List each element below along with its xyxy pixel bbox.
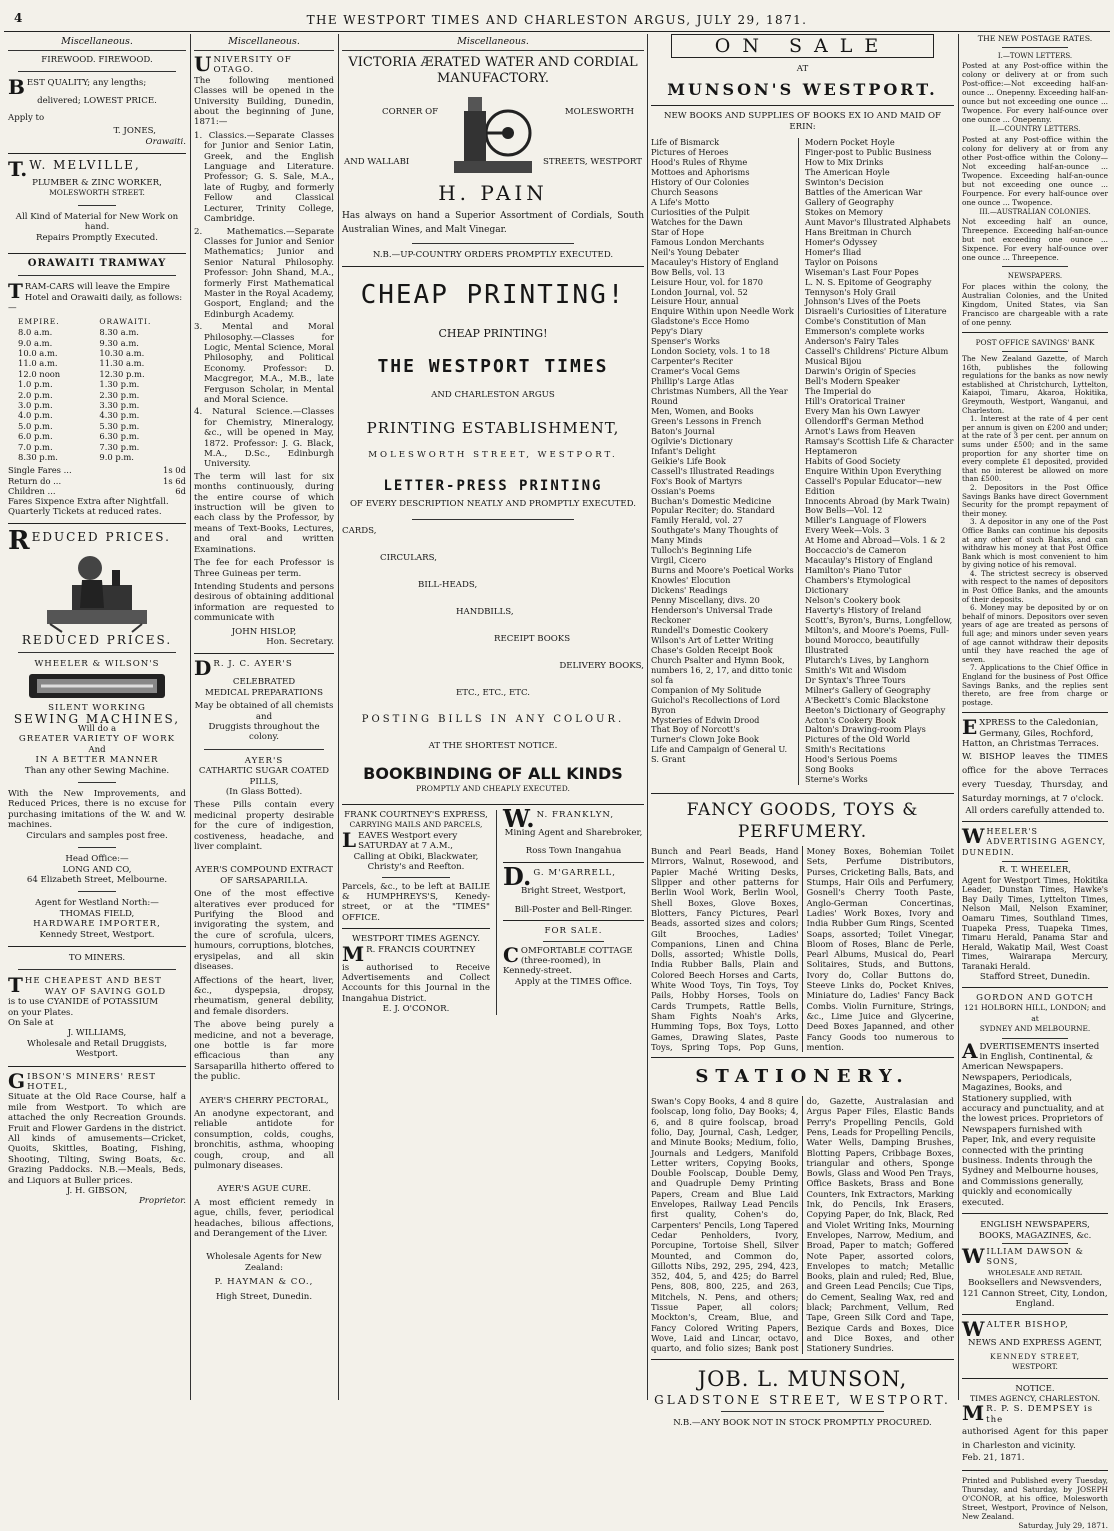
book-item: Cramer's Vocal Gems <box>651 366 740 377</box>
book-item: That Boy of Norcott's <box>651 724 740 735</box>
timetable-cell: 8.0 a.m. <box>18 327 53 338</box>
book-item: Ogilvie's Dictionary <box>651 435 733 446</box>
savings-rule: 3. A depositor in any one of the Post Office Banks can continue his deposits at any other of such Banks, and can withdraw his money at that Post Office Bank which is most convenient to him by giving notice of his removal. <box>962 517 1108 570</box>
timetable-cell: 6.0 p.m. <box>18 431 53 442</box>
book-item: Christmas Numbers, All the Year Round <box>651 386 788 406</box>
column-heading: Miscellaneous. <box>8 34 186 51</box>
book-item: Nelson's Cookery book <box>805 595 901 606</box>
savings-heading: POST OFFICE SAVINGS' BANK <box>975 337 1095 347</box>
job-munson: JOB. L. MUNSON, <box>697 1366 908 1391</box>
book-item: Dickens' Readings <box>651 585 728 596</box>
fare-label: Return do ... <box>8 475 62 486</box>
timetable-cell: 12.0 noon <box>18 368 61 379</box>
letterpress-heading: LETTER-PRESS PRINTING <box>383 477 603 494</box>
book-item: Guichol's Recollections of Lord Byron <box>651 694 781 715</box>
column-heading: Miscellaneous. <box>342 34 644 51</box>
firewood-heading: FIREWOOD. FIREWOOD. <box>41 55 153 65</box>
fare-row <box>8 476 186 486</box>
book-item: Southgate's Many Thoughts of Many Minds <box>651 525 778 546</box>
timetable-row <box>8 400 186 410</box>
timetable-cell: 2.0 p.m. <box>18 389 53 400</box>
book-item: Rundell's Domestic Cookery <box>651 624 768 635</box>
book-item: Bow Bells—Vol. 12 <box>805 505 883 516</box>
book-item: Every Man his Own Lawyer <box>805 405 920 416</box>
fares-table <box>8 465 186 496</box>
book-item: London Society, vols. 1 to 18 <box>651 346 770 357</box>
fare-row <box>8 486 186 496</box>
advertiser-name: W. MELVILLE, <box>29 158 141 173</box>
book-item: Men, Women, and Books <box>651 405 754 416</box>
firewood-text: EST QUALITY; any lengths; <box>26 78 147 89</box>
timetable-row <box>8 379 186 389</box>
savings-rule: 1. Interest at the rate of 4 per cent per annum is given on £200 and under; at the rate of 3 per cent. per annum on sums under £500; and in the same proportion for any shorter time on every complete £1 deposited, provided that no interest be allowed on more than £500. <box>962 414 1108 484</box>
stationery-heading: STATIONERY. <box>695 1066 910 1088</box>
book-item: Infant's Delight <box>651 445 716 456</box>
book-item: Dr Syntax's Three Tours <box>805 674 906 685</box>
book-item: Fox's Book of Martyrs <box>651 475 743 486</box>
book-item: Pepy's Diary <box>651 326 703 337</box>
imprint-date: Saturday, July 29, 1871. <box>1018 1520 1108 1530</box>
printing-item: CARDS, <box>342 526 377 537</box>
book-item: Combe's Constitution of Man <box>805 316 927 327</box>
book-item: Bell's Modern Speaker <box>805 376 900 387</box>
timetable-row <box>8 348 186 358</box>
book-item: Ramsay's Scottish Life & Character <box>805 435 954 446</box>
book-list-right <box>805 138 954 785</box>
book-item: Gallery of Geography <box>805 196 894 207</box>
column-2: Miscellaneous. UNIVERSITY OF OTAGO. The following mentioned Classes will be opened in the University Building, Dunedin, about the beginning of June, 1871:— 1. Classics.—Separate Classes for Junior and Senior Latin, Greek, and the English Language and Literature. Professor; G. S. Sale, M.A., late of Rugby, and formerly Fellow and Classical Lecturer, Trinity College, Cambridge. 2. Mathematics.—Separate Classes for Junior and Senior Mathematics; Junior and Senior Natural Philosophy. Professor: John Shand, M.A., formerly First Mathematical Master in the Royal Academy, Gosport, England; and the Edinburgh Academy. 3. Mental and Moral Philosophy.—Classes for Logic, Mental Science, Moral Philosophy, and Political Economy. Professor: D. Macgregor, M.A., M.B., late Ferguson Scholar, in Mental and Moral Science. 4. Natural Science.—Classes for Chemistry, Mineralogy, &c., will be opened in May, 1872. Professor: J. G. Black, M.A., D.Sc., Edinburgh University. The term will last for six months continuously, during the entire course of which instruction will be given to each class by the Professor, by means of Text-Books, Lectures, and oral and written Examinations. The fee for each Professor is Three Guineas per term. Intending Students and persons desirous of obtaining additional information are requested to communicate with JOHN HISLOP, Hon. Secretary. D R. J. C. AYER'S CELEBRATED MEDICAL PREPARATIONS May be obtained of all chemists and Druggists throughout the colony. AYER'S CATHARTIC SUGAR COATED PILLS, (In Glass Botted). These Pills contain every medicinal property desirable for the cure of indigestion, costiveness, headache, and liver complaint. AYER'S COMPOUND EXTRACT OF SARSAPARILLA. One of the most effective alteratives ever produced for Purifying the Blood and invigorating the system, and the cure of scrofula, ulcers, humours, corruptions, blotches, erysipelas, and all skin diseases. Affections of the heart, liver, &c., dyspepsia, dropsy, rheumatism, general debility, and female disorders. The above being purely a medicine, and not a beverage, one bottle is far more efficacious than any Sarsaparilla hitherto offered to the public. AYER'S CHERRY PECTORAL, An anodyne expectorant, and reliable antidote for consumption, colds, coughs, bronchitis, asthma, whooping cough, croup, and all pulmonary diseases. AYER'S AGUE CURE. A most efficient remedy in ague, chills, fever, periodical headaches, bilious affections, and Derangement of the Liver. Wholesale Agents for New Zealand: P. HAYMAN & CO., High Street, Dunedin. <box>194 36 334 1302</box>
timetable-cell: 10.0 a.m. <box>18 347 58 358</box>
tramway-heading: ORAWAITI TRAMWAY <box>27 258 167 270</box>
timetable-cell: 3.0 p.m. <box>18 399 53 410</box>
book-item: History of Our Colonies <box>651 177 750 188</box>
timetable-row <box>8 369 186 379</box>
book-item: Neil's Young Debater <box>651 246 739 257</box>
class-item: 1. Classics.—Separate Classes for Junior and Senior Latin, Greek, and the English Language and Literature. Professor; G. S. Sale, M.A., late of Rugby, and formerly Fellow and Classical Lecturer, Trinity College, Cambridge. <box>194 130 334 225</box>
book-item: Miller's Language of Flowers <box>805 515 927 526</box>
book-item: Watches for the Dawn <box>651 216 743 227</box>
printing-item: BILL-HEADS, <box>418 580 478 591</box>
book-item: Burns and Moore's Poetical Works <box>651 565 794 576</box>
book-item: Homer's Odyssey <box>805 236 878 247</box>
book-item: Popular Reciter; do. Standard <box>651 505 775 516</box>
postage-heading: THE NEW POSTAGE RATES. <box>977 34 1093 43</box>
timetable-row <box>8 390 186 400</box>
book-item: Musical Bijou <box>805 356 862 367</box>
page-header <box>4 6 1110 32</box>
book-item: Gladstone's Ecce Homo <box>651 316 750 327</box>
book-item: Hans Breitman in Church <box>805 226 912 237</box>
book-item: London Journal, vol. 52 <box>651 286 748 297</box>
book-item: Knowles' Elocution <box>651 575 731 586</box>
otago-heading: NIVERSITY OF OTAGO. <box>213 55 292 76</box>
book-item: Finger-post to Public Business <box>805 147 932 158</box>
book-item: Carpenter's Reciter <box>651 356 733 367</box>
timetable-cell: 4.30 p.m. <box>99 410 140 421</box>
savings-rule: 7. Applications to the Chief Office in England for the business of Post Office Savings Banks, and the replies sent thereto, are free from charge or postage. <box>962 663 1108 707</box>
column-1: Miscellaneous. FIREWOOD. FIREWOOD. BEST QUALITY; any lengths; delivered; LOWEST PRICE. Apply to T. JONES, Orawaiti. T. W. MELVILLE, PLUMBER & ZINC WORKER, MOLESWORTH STREET. All Kind of Material for New Work on hand. Repairs Promptly Executed. ORAWAITI TRAMWAY TRAM-CARS will leave the Empire Hotel and Orawaiti daily, as follows:— EMPIRE. ORAWAITI. 8.0 a.m. 8.30 a.m. 9.0 a.m. 9.30 a.m. 10.0 a.m. 10.30 a.m. 11.0 a.m. 11.30 a.m. 12.0 noon 12.30 p.m. 1.0 p.m. 1.30 p.m. 2.0 p.m. 2.30 p.m. 3.0 p.m. 3.30 p.m. 4.0 p.m. 4.30 p.m. 5.0 p.m. 5.30 p.m. 6.0 p.m. 6.30 p.m. 7.0 p.m. 7.30 p.m. 8.30 p.m. 9.0 p.m. Single Fares ... 1s 0d Return do ... 1s 6d Children ... 6d Fares Sixpence Extra after Nightfall. Quarterly Tickets at reduced rates. REDUCED PRICES. REDUCED PRICES. WHEELER & WILSON'S SILENT WORKING SEWING MACHINES, Will do a GREATER VARIETY OF WORK And IN A BETTER MANNER Than any other Sewing Machine. With the New Improvements, and Reduced Prices, there is no excuse for purchasing imitations of the W. and W. machines. Circulars and samples post free. Head Office:— LONG AND CO, 64 Elizabeth Street, Melbourne. Agent for Westland North:— THOMAS FIELD, HARDWARE IMPORTER, Kennedy Street, Westport. TO MINERS. THE CHEAPEST AND BEST WAY OF SAVING GOLD is to use CYANIDE of POTASSIUM on your Plates. On Sale at J. WILLIAMS, Wholesale and Retail Druggists, Westport. GIBSON'S MINERS' REST HOTEL, Situate at the Old Race Course, half a mile from Westport. To which are attached the only Recreation Grounds. Fruit and Flower Gardens in the district. All kinds of amusements—Cricket, Quoits, Skittles, Boating, Fishing, Shooting, Tilting, Swing Boats, &c. Grazing Paddocks. N.B.—Meals, Beds, and Liquors at Buller prices. J. H. GIBSON, Proprietor. <box>8 36 186 1207</box>
book-item: Chambers's Etymological Dictionary <box>805 575 911 596</box>
book-item: Smith's Recitations <box>805 744 886 755</box>
book-item: The Imperial do <box>805 386 872 397</box>
book-item: Curiosities of the Pulpit <box>651 206 750 217</box>
book-item: Battles of the American War <box>805 186 923 197</box>
timetable-cell: 8.30 a.m. <box>99 327 139 338</box>
book-item: Macaulay's History of England <box>805 555 933 566</box>
timetable-row <box>8 431 186 441</box>
timetable-cell: 4.0 p.m. <box>18 410 53 421</box>
book-item: A Life's Motto <box>651 196 710 207</box>
book-item: Bow Bells, vol. 13 <box>651 266 725 277</box>
book-item: Mottoes and Aphorisms <box>651 167 750 178</box>
timetable-cell: 9.0 a.m. <box>18 337 53 348</box>
on-sale-heading: ON SALE <box>671 34 934 58</box>
timetable-cell: 9.0 p.m. <box>99 451 134 462</box>
book-item: Cassell's Popular Educator—new Edition <box>805 475 942 496</box>
reduced-prices-heading: EDUCED PRICES. <box>31 530 171 545</box>
fancy-goods-heading: FANCY GOODS, TOYS & PERFUMERY. <box>686 800 919 843</box>
book-item: Emmerson's complete works <box>805 326 925 337</box>
timetable-cell: 8.30 p.m. <box>18 451 58 462</box>
book-item: Mysteries of Edwin Drood <box>651 714 760 725</box>
book-item: Pictures of Heroes <box>651 147 729 158</box>
banner-illustration <box>27 672 167 700</box>
book-item: Leisure Hour, vol. for 1870 <box>651 276 763 287</box>
book-item: Habits of Good Society <box>805 455 901 466</box>
timetable-cell: 5.30 p.m. <box>99 420 140 431</box>
book-item: Homer's Iliad <box>805 246 862 257</box>
column-4: ON SALE AT MUNSON'S WESTPORT. NEW BOOKS AND SUPPLIES OF BOOKS EX IO AND MAID OF ERIN: Life of Bismarck Pictures of Heroes Hood's Rules of Rhyme Mottoes and Aphorisms History of Our Colonies Church Seasons A Life's Motto Curiosities of the Pulpit Watches for the Dawn Star of Hope Famous London Merchants Neil's Young Debater Macauley's History of England Bow Bells, vol. 13 Leisure Hour, vol. for 1870 London Journal, vol. 52 Leisure Hour, annual Enquire Within upon Needle Work Gladstone's Ecce Homo Pepy's Diary Spenser's Works London Society, vols. 1 to 18 Carpenter's Reciter Cramer's Vocal Gems Phillip's Large Atlas Christmas Numbers, All the Year Round Men, Women, and Books Green's Lessons in French Baton's Journal Ogilvie's Dictionary Infant's Delight Geikie's Life Book Cassell's Illustrated Readings Fox's Book of Martyrs Ossian's Poems Buchan's Domestic Medicine Popular Reciter; do. Standard Family Herald, vol. 27 Southgate's Many Thoughts of Many Minds Tulloch's Beginning Life Virgil, Cicero Burns and Moore's Poetical Works Knowles' Elocution Dickens' Readings Penny Miscellany, divs. 20 Henderson's Universal Trade Reckoner Rundell's Domestic Cookery Wilson's Art of Letter Writing Chase's Golden Receipt Book Church Psalter and Hymn Book, numbers 16, 2, 17, and ditto tonic sol fa Companion of My Solitude Guichol's Recollections of Lord Byron Mysteries of Edwin Drood That Boy of Norcott's Turner's Clown Joke Book Life and Campaign of General U. S. Grant Modern Pocket Hoyle Finger-post to Public Business How to Mix Drinks The American Hoyle Swinton's Decision Battles of the American War Gallery of Geography Stokes on Memory Aunt Mavor's Illustrated Alphabets Hans Breitman in Church Homer's Odyssey Homer's Iliad Taylor on Poisons Wiseman's Last Four Popes L. N. S. Epitome of Geography Tennyson's Holy Grail Johnson's Lives of the Poets Disraeli's Curiosities of Literature Combe's Constitution of Man Emmerson's complete works Anderson's Fairy Tales Cassell's Childrens' Picture Album Musical Bijou Darwin's Origin of Species Bell's Modern Speaker The Imperial do Hill's Oratorical Trainer Every Man his Own Lawyer Ollendorff's German Method Arnot's Laws from Heaven Ramsay's Scottish Life & Character Heptameron Habits of Good Society Enquire Within Upon Everything Cassell's Popular Educator—new Edition Innocents Abroad (by Mark Twain) Bow Bells—Vol. 12 Miller's Language of Flowers Every Week—Vols. 3 At Home and Abroad—Vols. 1 & 2 Boccaccio's de Cameron Macaulay's History of England Hamilton's Piano Tutor Chambers's Etymological Dictionary Nelson's Cookery book Haverty's History of Ireland Scott's, Byron's, Burns, Longfellow, Milton's, and Moore's Poems, Full-bound Morocco, beautifully Illustrated Plutarch's Lives, by Langhorn Smith's Wit and Wisdom Dr Syntax's Three Tours Milner's Gallery of Geography A'Beckett's Comic Blackstone Beeton's Dictionary of Geography Acton's Cookery Book Dalton's Drawing-room Plays Pictures of the Old World Smith's Recitations Hood's Serious Poems Song Books Sterne's Works FANCY GOODS, TOYS & PERFUMERY. Bunch and Pearl Beads, Hand Mirrors, Walnut, Rosewood, and Papier Maché Writing Desks, Slipper and other patterns for Berlin Wool Work, Berlin Wool, Shell Boxes, Glove Boxes, Blotters, Fancy Pictures, Pearl Beads, assorted sizes and colors; Gilt Brooches, Ladies' Companions, Linen and China Dolls, assorted; Whistle Dolls, India Rubber Balls, Plain and Colored Beech Horses and Carts, White Wood Toys, Tin Toys, Toy Pails, Hobby Horses, Tools on Cards Trumpets, Rattle Bells, Sham Fights Noah's Arks, Humming Tops, Box Toys, Lotto Games, Drawing Slates, Paste Toys, Spring Tops, Pop Guns, Money Boxes, Bohemian Toilet Sets, Perfume Distributors, Purses, Cricketing Balls, Bats, and Stumps, Hair Oils and Perfumery, Gosnell's Cherry Tooth Paste, Anglo-German Concertinas, Ladies' Work Boxes, Ivory and India Rubber Gum Rings, Scented Soaps, assorted; Toilet Vinegar, Bloom of Roses, Blanc de Perle, Pearl Albums, Musical do, Pearl Solitaires, Studs, and Buttons, Ivory do, Collar Buttons do, Steeve Links do, Pocket Knives, Miniature do, Ladies' Fancy Back Combs. Violin Furniture, Strings, &c., Lime Juice and Glycerine, Deed Boxes Japanned, and other Fancy Goods too numerous to mention. STATIONERY. Swan's Copy Books, 4 and 8 quire foolscap, long folio, Day Books; 4, 6, and 8 quire foolscap, broad folio, Day, Journal, Cash, Ledger, and Minute Books; Medium, folio, Journals and Ledgers, Manifold Letter writers, Copying Books, Double Foolscap, Double Demy, and Quadruple Demy Printing Papers, Cream and Blue Laid Envelopes, Railway Lead Pencils first quality, Cohen's do, Carpenters' Pencils, Long Tapered Cedar Penholders, Ivory, Porcupine, Tortoise Shell, Silver Mounted, and Common do, Gillotts Nibs, 292, 295, 294, 423, 352, 404, 5, and 425; do Barrel Pens, 808, 800, 225, and 263, Mitchels, N. Pens, and others; Tissue Paper, all colors; Mockton's, Cream, Blue, and Fancy Colored Writing Papers, Wove, Laid and Lincar, octavo, quarto, and folio sizes; Bank post do, Gazette, Australasian and Argus Paper Files, Elastic Bands Perry's Propelling Pencils, Gold Pens, Leads for Propelling Pencils, Water Wells, Damping Brushes, Blotting Papers, Cribbage Boxes, triangular and others, Sponge Bowls, Glass and Wood Pen Trays, Office Baskets, Brass and Bone Counters, Ink Extractors, Marking Ink, do Pencils, Ink Erasers, Copying Paper, do Ink, Black, Red and Violet Writing Inks, Mourning Envelopes, Narrow, Medium, and Broad, Paper to match; Goffered Note Paper, assorted colors, Envelopes to match; Metallic Books, plain and ruled; Red, Blue, and Green Lead Pencils; Cue Tips, do Cement, Sealing Wax, red and black; Parchment, Vellum, Red Tape, Green Silk Cord and Tape, Bezique Cards and Boxes, Dice and Dice Boxes, and other Stationery Sundries. JOB. L. MUNSON, GLADSTONE STREET, WESTPORT. N.B.—ANY BOOK NOT IN STOCK PROMPTLY PROCURED. <box>651 35 954 1428</box>
book-item: Plutarch's Lives, by Langhorn <box>805 654 930 665</box>
book-item: A'Beckett's Comic Blackstone <box>805 694 929 705</box>
book-item: Hamilton's Piano Tutor <box>805 565 902 576</box>
timetable-cell: 6.30 p.m. <box>99 431 140 442</box>
book-item: Innocents Abroad (by Mark Twain) <box>805 495 950 506</box>
book-item: Cassell's Illustrated Readings <box>651 465 775 476</box>
book-item: Song Books <box>805 764 854 775</box>
book-item: Modern Pocket Hoyle <box>805 137 895 148</box>
class-item: 3. Mental and Moral Philosophy.—Classes for Logic, Mental Science, Moral Philosophy, and Political Economy. Professor: D. Macgregor, M.A., M.B., late Ferguson Scholar, in Mental and Moral Science. <box>194 322 334 405</box>
timetable-cell: 11.0 a.m. <box>18 358 58 369</box>
printing-item: RECEIPT BOOKS <box>494 634 571 645</box>
book-item: Pictures of the Old World <box>805 734 911 745</box>
printing-item: HANDBILLS, <box>456 607 514 618</box>
book-item: Church Seasons <box>651 186 719 197</box>
tramway-timetable: EMPIRE. ORAWAITI. 8.0 a.m. 8.30 a.m. 9.0 a.m. 9.30 a.m. 10.0 a.m. 10.30 a.m. 11.0 a.m. 11.30 a.m. 12.0 noon 12.30 p.m. 1.0 p.m. 1.30 p.m. 2.0 p.m. 2.30 p.m. 3.0 p.m. 3.30 p.m. 4.0 p.m. 4.30 p.m. 5.0 p.m. 5.30 p.m. 6.0 p.m. 6.30 p.m. 7.0 p.m. 7.30 p.m. 8.30 p.m. 9.0 p.m. <box>8 317 186 463</box>
book-item: Baton's Journal <box>651 425 715 436</box>
fare-label: Children ... <box>8 486 56 497</box>
book-item: Buchan's Domestic Medicine <box>651 495 772 506</box>
book-item: Acton's Cookery Book <box>805 714 896 725</box>
ayer-heading: R. J. C. AYER'S <box>213 659 293 670</box>
page-number: 4 <box>14 11 23 25</box>
class-item: 2. Mathematics.—Separate Classes for Junior and Senior Mathematics; Junior and Senior Natural Philosophy. Professor: John Shand, M.A., formerly First Mathematical Master in the Royal Academy, Gosport, England; and the Edinburgh Academy. <box>194 226 334 320</box>
book-item: Taylor on Poisons <box>805 256 878 267</box>
book-item: Hood's Serious Poems <box>805 754 898 765</box>
book-list-left <box>651 138 799 785</box>
timetable-row <box>8 358 186 368</box>
column-5: THE NEW POSTAGE RATES. I.—TOWN LETTERS. Posted at any Post-office within the colony or delivery at or from such Post-office:—Not exceeding half-an-ounce ... Onepenny. Exceeding half-an-ounce but not exceeding one ounce ... Twopence. For every half-ounce over one ounce ... Onepenny. II.—COUNTRY LETTERS. Posted at any Post-office within the colony for delivery at or from any other Post-office within the Colony— Not exceeding half-an-ounce ... Twopence. Exceeding half-an-ounce but not exceeding one ounce ... Fourpence. For every half-ounce over one ounce ... Twopence. III.—AUSTRALIAN COLONIES. Not exceeding half an ounce, Threepence. Exceeding half-an-ounce but not exceeding one ounce ... Sixpence. For every half-ounce over one ounce ... Threepence. NEWSPAPERS. For places within the colony, the Australian Colonies, and the United Kingdom, United States, via San Francisco are chargeable with a rate of one penny. POST OFFICE SAVINGS' BANK The New Zealand Gazette, of March 16th, publishes the following regulations for the banks as now newly established at Christchurch, Lyttelton, Kaiapoi, Timaru, Akaroa, Hokitika, Greymouth, Westport, Wanganui, and Charleston. 1. Interest at the rate of 4 per cent per annum is given on £200 and under; at the rate of 3 per cent. per annum on sums under £500; and in the same proportion for any shorter time on every complete £1 deposited, provided that no interest be allowed on more than £500. 2. Depositors in the Post Office Savings Banks have direct Government Security for the prompt repayment of their money. 3. A depositor in any one of the Post Office Banks can continue his deposits at any other of such Banks, and can withdraw his money at that Post Office Bank which is most convenient to him by giving notice of his removal. 4. The strictest secrecy is observed with respect to the names of depositors in Post Office Banks, and the amounts of their deposits. 6. Money may be deposited by or on behalf of minors. Depositors over seven years of age are treated as persons of full age; and minors under seven years of age cannot withdraw their deposits until they have reached the age of seven. 7. Applications to the Chief Office in England for the business of Post Office Savings Banks, and the replies sent thereto, are free from charge or postage. EXPRESS to the Caledonian, Germany, Giles, Rochford, Hatton, an Christmas Terraces. W. BISHOP leaves the TIMES office for the above Terraces every Tuesday, Thursday, and Saturday mornings, at 7 o'clock. All orders carefully attended to. WHEELER'S ADVERTISING AGENCY, DUNEDIN. R. T. WHEELER, Agent for Westport Times, Hokitika Leader, Dunstan Times, Hawke's Bay Daily Times, Lyttelton Times, Nelson Mail, Nelson Examiner, Oamaru Times, Southland Times, Tuapeka Press, Tuapeka Times, Timaru Herald, Panama Star and Herald, Wakatip Mail, West Coast Times, Wairarapa Mercury, Taranaki Herald. Stafford Street, Dunedin. GORDON AND GOTCH 121 HOLBORN HILL, LONDON; and at SYDNEY AND MELBOURNE. ADVERTISEMENTS inserted in English, Continental, & American Newspapers. Newspapers, Periodicals, Magazines, Books, and Stationery supplied, with accuracy and punctuality, and at the lowest prices. Proprietors of Newspapers furnished with Paper, Ink, and every requisite connected with the printing business. Indents through the Sydney and Melbourne houses, and Commissions generally, quickly and economically executed. ENGLISH NEWSPAPERS, BOOKS, MAGAZINES, &c. WILLIAM DAWSON & SONS, WHOLESALE AND RETAIL Booksellers and Newsvenders, 121 Cannon Street, City, London, England. WALTER BISHOP, NEWS AND EXPRESS AGENT, KENNEDY STREET, WESTPORT. NOTICE. TIMES AGENCY, CHARLESTON. M R. P. S. DEMPSEY is the authorised Agent for this paper in Charleston and vicinity. Feb. 21, 1871. Printed and Published every Tuesday, Thursday, and Saturday, by JOSEPH O'CONOR, at his office, Molesworth Street, Westport, Province of Nelson, New Zealand. Saturday, July 29, 1871. <box>962 34 1108 1530</box>
wheeler-wilson-heading: WHEELER & WILSON'S <box>34 658 160 669</box>
book-item: Every Week—Vols. 3 <box>805 525 890 536</box>
book-item: Penny Miscellany, divs. 20 <box>651 595 760 606</box>
book-item: Famous London Merchants <box>651 236 765 247</box>
book-item: Beeton's Dictionary of Geography <box>805 704 946 715</box>
book-item: Green's Lessons in French <box>651 415 762 426</box>
timetable-cell: 10.30 a.m. <box>99 347 145 358</box>
book-item: Geikie's Life Book <box>651 455 726 466</box>
timetable-cell: 3.30 p.m. <box>99 399 140 410</box>
book-item: Enquire Within upon Needle Work <box>651 306 794 317</box>
fare-value: 1s 0d <box>163 465 186 476</box>
timetable-row <box>8 338 186 348</box>
timetable-row <box>8 421 186 431</box>
book-item: Phillip's Large Atlas <box>651 376 735 387</box>
book-item: Stokes on Memory <box>805 206 883 217</box>
book-item: Swinton's Decision <box>805 177 884 188</box>
timetable-cell: 1.0 p.m. <box>18 379 53 390</box>
book-item: Family Herald, vol. 27 <box>651 515 743 526</box>
timetable-cell: 5.0 p.m. <box>18 420 53 431</box>
timetable-cell: 7.30 p.m. <box>99 441 140 452</box>
fare-label: Single Fares ... <box>8 465 72 476</box>
fare-value: 6d <box>175 486 186 497</box>
book-item: Scott's, Byron's, Burns, Longfellow, Milton's, and Moore's Poems, Full-bound Morocco, beautifully Illustrated <box>805 614 953 655</box>
timetable-cell: 11.30 a.m. <box>99 358 145 369</box>
printing-item: DELIVERY BOOKS, <box>559 661 644 672</box>
book-item: Disraeli's Curiosities of Literature <box>805 306 947 317</box>
timetable-cell: 1.30 p.m. <box>99 379 140 390</box>
book-item: Cassell's Childrens' Picture Album <box>805 346 949 357</box>
book-item: Aunt Mavor's Illustrated Alphabets <box>805 216 951 227</box>
book-item: L. N. S. Epitome of Geography <box>805 276 932 287</box>
printing-item: CIRCULARS, <box>380 553 437 564</box>
book-item: Companion of My Solitude <box>651 684 762 695</box>
book-item: Ossian's Poems <box>651 485 715 496</box>
book-item: Anderson's Fairy Tales <box>805 336 899 347</box>
cheap-printing-heading: CHEAP PRINTING! <box>360 280 626 311</box>
westport-times-heading: THE WESTPORT TIMES <box>377 355 609 377</box>
book-item: Heptameron <box>805 445 858 456</box>
bookbinding-heading: BOOKBINDING OF ALL KINDS <box>363 763 623 783</box>
timetable-row <box>8 327 186 337</box>
book-item: Hill's Oratorical Trainer <box>805 396 905 406</box>
masthead-title: THE WESTPORT TIMES AND CHARLESTON ARGUS, JULY 29, 1871. <box>306 13 808 27</box>
book-item: Star of Hope <box>651 226 705 237</box>
column-heading: Miscellaneous. <box>194 34 334 51</box>
book-item: Dalton's Drawing-room Plays <box>805 724 926 735</box>
savings-rule: 6. Money may be deposited by or on behalf of minors. Depositors over seven years of age are treated as persons of full age; and minors under seven years of age cannot withdraw their deposits until they have reached the age of seven. <box>962 603 1108 664</box>
book-item: Macauley's History of England <box>651 256 779 267</box>
book-item: Ollendorff's German Method <box>805 415 924 426</box>
savings-rule: 4. The strictest secrecy is observed with respect to the names of depositors in Post Office Banks, and the amounts of their deposits. <box>962 568 1108 604</box>
book-item: Chase's Golden Receipt Book <box>651 644 773 655</box>
factory-machine-illustration <box>448 91 538 177</box>
timetable-cell: 7.0 p.m. <box>18 441 53 452</box>
victoria-heading: VICTORIA ÆRATED WATER AND CORDIAL MANUFACTORY. <box>348 55 638 86</box>
book-item: At Home and Abroad—Vols. 1 & 2 <box>805 535 946 546</box>
book-item: How to Mix Drinks <box>805 157 884 168</box>
book-item: Milner's Gallery of Geography <box>805 684 931 695</box>
book-item: Smith's Wit and Wisdom <box>805 664 907 675</box>
timetable-row <box>8 452 186 462</box>
munson-heading: MUNSON'S WESTPORT. <box>667 80 938 100</box>
book-item: Tulloch's Beginning Life <box>651 545 752 556</box>
book-item: Leisure Hour, annual <box>651 296 739 307</box>
book-item: The American Hoyle <box>805 167 890 178</box>
miners-heading: TO MINERS. <box>68 952 126 963</box>
timetable-row <box>8 410 186 420</box>
book-item: Tennyson's Holy Grail <box>805 286 896 297</box>
sewing-machine-illustration <box>42 550 152 632</box>
book-item: Turner's Clown Joke Book <box>651 734 759 745</box>
book-item: Wilson's Art of Letter Writing <box>651 634 774 645</box>
advertiser-name: T. JONES, <box>113 126 156 137</box>
book-item: Life and Campaign of General U. S. Grant <box>651 744 788 765</box>
book-item: Boccaccio's de Cameron <box>805 545 907 556</box>
book-item: Darwin's Origin of Species <box>805 366 916 377</box>
book-item: Hood's Rules of Rhyme <box>651 157 748 168</box>
timetable-row <box>8 442 186 452</box>
book-item: Church Psalter and Hymn Book, numbers 16, 2, 17, and ditto tonic sol fa <box>651 654 793 685</box>
book-item: Henderson's Universal Trade Reckoner <box>651 605 773 625</box>
column-3: Miscellaneous. VICTORIA ÆRATED WATER AND CORDIAL MANUFACTORY. CORNER OF MOLESWORTH AND WALLABI STREETS, WESTPORT H. PAIN Has always on hand a Superior Assortment of Cordials, South Australian Wines, and Malt Vinegar. N.B.—UP-COUNTRY ORDERS PROMPTLY EXECUTED. CHEAP PRINTING! CHEAP PRINTING! THE WESTPORT TIMES AND CHARLESTON ARGUS PRINTING ESTABLISHMENT, MOLESWORTH STREET, WESTPORT. LETTER-PRESS PRINTING OF EVERY DESCRIPTION NEATLY AND PROMPTLY EXECUTED. CARDS, CIRCULARS, BILL-HEADS, HANDBILLS, RECEIPT BOOKS DELIVERY BOOKS, ETC., ETC., ETC. POSTING BILLS IN ANY COLOUR. AT THE SHORTEST NOTICE. BOOKBINDING OF ALL KINDS PROMPTLY AND CHEAPLY EXECUTED. FRANK COURTNEY'S EXPRESS, CARRYING MAILS AND PARCELS, LEAVES Westport every SATURDAY at 7 A.M., Calling at Obiki, Blackwater, Christy's and Reefton. Parcels, &c., to be left at BAILIE & HUMPHREYS'S, Kenedy-street, or at the "TIMES" OFFICE. WESTPORT TIMES AGENCY. M R. FRANCIS COURTNEY is authorised to Receive Advertisements and Collect Accounts for this Journal in the Inangahua District. E. J. O'CONOR. W. N. FRANKLYN, Mining Agent and Sharebroker, Ross Town Inangahua D. G. M'GARRELL, Bright Street, Westport, Bill-Poster and Bell-Ringer. FOR SALE. COMFORTABLE COTTAGE (three-roomed), in Kennedy-street. Apply at the TIMES Office. <box>342 36 644 1015</box>
book-item: Wiseman's Last Four Popes <box>805 266 919 277</box>
imprint: Printed and Published every Tuesday, Thursday, and Saturday, by JOSEPH O'CONOR, at his office, Molesworth Street, Westport, Province of Nelson, New Zealand. <box>962 1475 1108 1521</box>
fare-value: 1s 6d <box>163 475 186 486</box>
book-item: Johnson's Lives of the Poets <box>805 296 921 307</box>
book-item: Spenser's Works <box>651 336 720 347</box>
class-item: 4. Natural Science.—Classes for Chemistry, Mineralogy, &c., will be opened in May, 1872. Professor: J. G. Black, M.A., D.Sc., Edinburgh University. <box>194 407 334 470</box>
timetable-cell: 2.30 p.m. <box>99 389 140 400</box>
timetable-cell: 12.30 p.m. <box>99 368 145 379</box>
timetable-cell: 9.30 a.m. <box>99 337 139 348</box>
book-item: Virgil, Cicero <box>651 555 707 566</box>
pain-name: H. PAIN <box>438 181 548 205</box>
fare-row <box>8 465 186 475</box>
book-item: Sterne's Works <box>805 774 868 785</box>
book-item: Enquire Within Upon Everything <box>805 465 942 476</box>
savings-rule: 2. Depositors in the Post Office Savings Banks have direct Government Security for the prompt repayment of their money. <box>962 482 1108 518</box>
book-item: Arnot's Laws from Heaven <box>805 425 916 436</box>
book-item: Haverty's History of Ireland <box>805 605 922 616</box>
book-item: Life of Bismarck <box>651 137 720 148</box>
